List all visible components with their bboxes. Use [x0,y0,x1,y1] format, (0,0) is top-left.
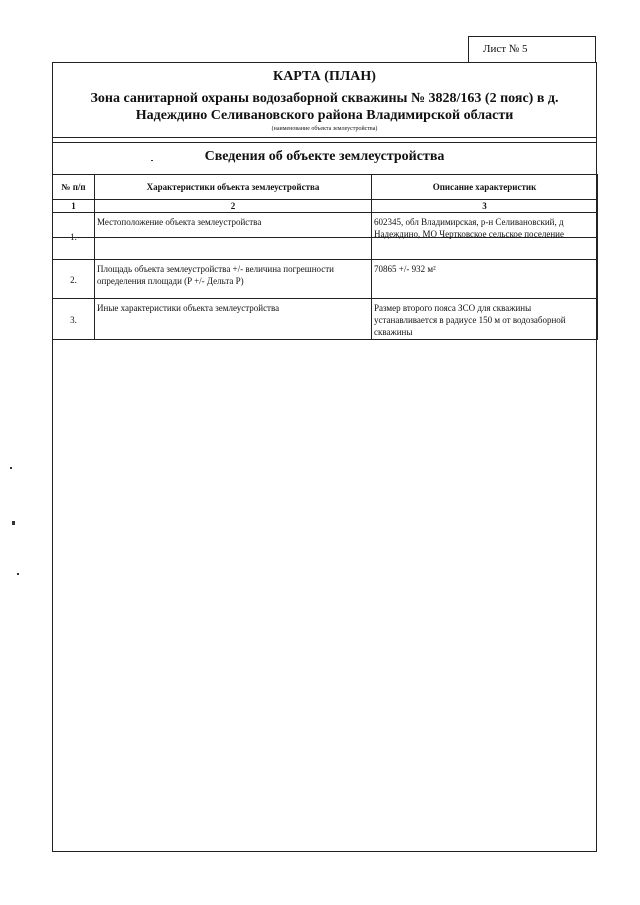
row-description: Размер второго пояса ЗСО для скважины устанавливается в радиусе 150 м от водозаборной скважины [372,299,598,340]
section-title: Сведения об объекте землеустройства [204,149,445,164]
object-name [63,90,586,124]
table-row [53,213,598,260]
header-number: № п/п [53,175,95,200]
header-characteristic: Характеристики объекта землеустройства [95,175,372,200]
scan-mark [12,521,15,525]
column-number-2: 2 [95,200,372,213]
scan-mark [10,467,12,469]
row-description: 602345, обл Владимирская, р-н Селивановский, д Надеждино, МО Чертковское сельское поселение [372,213,598,260]
column-number-1: 1 [53,200,95,213]
object-name-line-1: Зона санитарной охраны водозаборной скважины № 3828/163 (2 пояс) в д. [90,91,559,106]
table-row [53,260,598,299]
row-characteristic: Иные характеристики объекта землеустройства [95,299,372,340]
document-frame [52,62,597,852]
sheet-number-label: Лист № 5 [468,36,596,62]
column-number-row [53,200,598,213]
object-name-line-2: Надеждино Селивановского района Владимирской области [135,108,514,123]
row-characteristic: Местоположение объекта землеустройства [95,213,372,260]
object-name-caption: (наименование объекта землеустройства) [271,126,378,132]
row-number: 1. [53,213,95,260]
row-description: 70865 +/- 932 м² [372,260,598,299]
row-characteristic: Площадь объекта землеустройства +/- величина погрешности определения площади (P +/- Дельта P) [95,260,372,299]
row-number: 3. [53,299,95,340]
row-number: 2. [53,260,95,299]
table-row [53,299,598,340]
header-description: Описание характеристик [372,175,598,200]
object-info-table [52,174,598,340]
title-block [53,63,596,138]
document-title: КАРТА (ПЛАН) [273,69,376,84]
table-header-row [53,175,598,200]
column-number-3: 3 [372,200,598,213]
scan-mark [17,573,19,575]
